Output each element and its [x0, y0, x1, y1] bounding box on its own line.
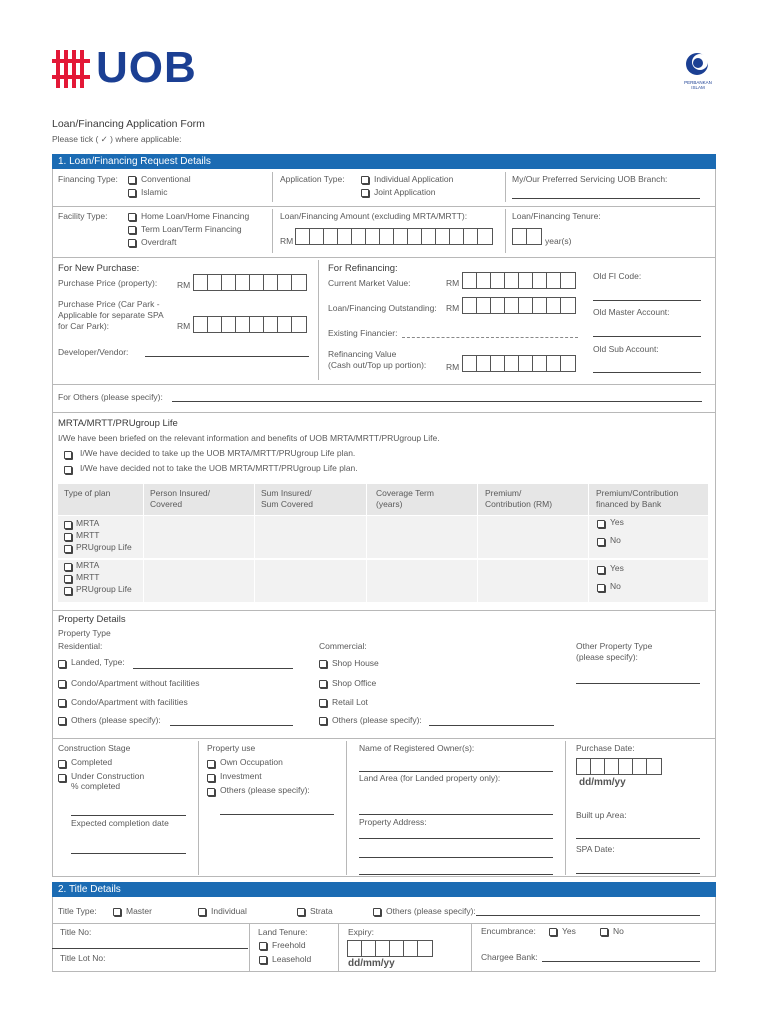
col-header-financed-by-bank: financed by Bank: [596, 499, 662, 509]
uob-logo-mark: [52, 50, 90, 88]
conventional-checkbox[interactable]: [128, 176, 136, 184]
row-divider: [52, 206, 716, 207]
joint-application-checkbox[interactable]: [361, 189, 369, 197]
table-col-divider: [588, 484, 589, 602]
property-use-label: Property use: [207, 743, 256, 753]
row-divider: [52, 257, 716, 258]
individual-application-label: Individual Application: [374, 174, 454, 184]
built-up-area-input[interactable]: [576, 838, 700, 839]
financing-type-label: Financing Type:: [58, 174, 118, 184]
individual-application-checkbox[interactable]: [361, 176, 369, 184]
divider: [272, 209, 273, 253]
under-construction-label: Under Construction: [71, 771, 145, 781]
land-area-input[interactable]: [359, 814, 553, 815]
retail-lot-label: Retail Lot: [332, 697, 368, 707]
divider: [249, 923, 250, 972]
use-others-input[interactable]: [220, 814, 334, 815]
residential-others-label: Others (please specify):: [71, 715, 161, 725]
registered-owner-input[interactable]: [359, 771, 553, 772]
divider: [318, 260, 319, 380]
take-plan-label: I/We have decided to take up the UOB MRTA/MRTT/PRUgroup Life plan.: [80, 448, 356, 458]
rm-label: RM: [446, 303, 460, 313]
encumbrance-yes-label: Yes: [562, 926, 576, 936]
condo-with-facilities-checkbox[interactable]: [58, 699, 66, 707]
row2-prugroup-label: PRUgroup Life: [76, 584, 132, 594]
row2-yes-label: Yes: [610, 563, 624, 573]
investment-label: Investment: [220, 771, 262, 781]
leasehold-checkbox[interactable]: [259, 956, 267, 964]
col-header-premium: Contribution (RM): [485, 499, 553, 509]
title-no-input[interactable]: [52, 948, 248, 949]
overdraft-label: Overdraft: [141, 237, 177, 247]
land-area-label: Land Area (for Landed property only):: [359, 773, 501, 783]
construction-stage-label: Construction Stage: [58, 743, 131, 753]
loan-tenure-label: Loan/Financing Tenure:: [512, 211, 601, 221]
landed-label: Landed, Type:: [71, 657, 125, 667]
row-divider: [52, 412, 716, 413]
residential-label: Residential:: [58, 641, 103, 651]
table-col-divider: [254, 484, 255, 602]
row-divider: [52, 738, 716, 739]
col-header-premium: Premium/: [485, 488, 522, 498]
title-no-label: Title No:: [60, 927, 92, 937]
row1-no-label: No: [610, 535, 621, 545]
other-property-type-input[interactable]: [576, 683, 700, 684]
old-master-account-label: Old Master Account:: [593, 307, 670, 317]
col-header-person-insured: Person Insured/: [150, 488, 211, 498]
table-col-divider: [143, 484, 144, 602]
seal-caption: PERBANKAN ISLAM: [684, 80, 712, 90]
purchase-price-carpark-label: Purchase Price (Car Park -: [58, 299, 160, 309]
property-address-label: Property Address:: [359, 817, 427, 827]
old-master-account-input[interactable]: [593, 336, 701, 337]
freehold-label: Freehold: [272, 940, 306, 950]
divider: [505, 209, 506, 253]
divider: [505, 172, 506, 202]
encumbrance-no-checkbox[interactable]: [600, 928, 608, 936]
title-individual-label: Individual: [211, 906, 247, 916]
col-header-sum-insured: Sum Covered: [261, 499, 313, 509]
spa-date-label: SPA Date:: [576, 844, 615, 854]
property-address-line[interactable]: [359, 874, 553, 875]
encumbrance-no-label: No: [613, 926, 624, 936]
tick-instruction: Please tick ( ✓ ) where applicable:: [52, 134, 182, 144]
row2-mrta-checkbox[interactable]: [64, 563, 72, 571]
overdraft-checkbox[interactable]: [128, 239, 136, 247]
chargee-bank-label: Chargee Bank:: [481, 952, 538, 962]
title-master-checkbox[interactable]: [113, 908, 121, 916]
table-col-divider: [477, 484, 478, 602]
purchase-price-carpark-boxes[interactable]: [193, 316, 307, 333]
row1-yes-label: Yes: [610, 517, 624, 527]
term-loan-checkbox[interactable]: [128, 226, 136, 234]
under-construction-checkbox[interactable]: [58, 774, 66, 782]
old-sub-account-input[interactable]: [593, 372, 701, 373]
facility-type-label: Facility Type:: [58, 211, 108, 221]
registered-owner-label: Name of Registered Owner(s):: [359, 743, 475, 753]
current-market-value-boxes[interactable]: [462, 272, 576, 289]
loan-outstanding-boxes[interactable]: [462, 297, 576, 314]
row1-prugroup-label: PRUgroup Life: [76, 542, 132, 552]
freehold-checkbox[interactable]: [259, 942, 267, 950]
divider: [272, 172, 273, 202]
title-others-label: Others (please specify):: [386, 906, 476, 916]
shop-house-checkbox[interactable]: [319, 660, 327, 668]
expected-completion-label: Expected completion date: [71, 818, 169, 828]
land-tenure-label: Land Tenure:: [258, 927, 308, 937]
commercial-others-label: Others (please specify):: [332, 715, 422, 725]
row1-mrtt-checkbox[interactable]: [64, 533, 72, 541]
row1-mrtt-label: MRTT: [76, 530, 100, 540]
row1-mrta-checkbox[interactable]: [64, 521, 72, 529]
title-strata-label: Strata: [310, 906, 333, 916]
row2-no-label: No: [610, 581, 621, 591]
property-details-heading: Property Details: [58, 614, 126, 625]
condo-without-facilities-label: Condo/Apartment without facilities: [71, 678, 200, 688]
landed-checkbox[interactable]: [58, 660, 66, 668]
years-label: year(s): [545, 236, 572, 246]
shop-office-checkbox[interactable]: [319, 680, 327, 688]
islamic-checkbox[interactable]: [128, 189, 136, 197]
row1-mrta-label: MRTA: [76, 518, 100, 528]
condo-with-facilities-label: Condo/Apartment with facilities: [71, 697, 188, 707]
spa-date-input[interactable]: [576, 873, 700, 874]
purchase-price-property-boxes[interactable]: [193, 274, 307, 291]
row2-yes-checkbox[interactable]: [597, 566, 605, 574]
others-input[interactable]: [172, 401, 702, 402]
row1-prugroup-checkbox[interactable]: [64, 545, 72, 553]
row2-mrtt-checkbox[interactable]: [64, 575, 72, 583]
expiry-date-boxes[interactable]: [347, 940, 433, 957]
commercial-label: Commercial:: [319, 641, 367, 651]
row2-no-checkbox[interactable]: [597, 584, 605, 592]
uob-logo-text: UOB: [96, 43, 197, 92]
commercial-others-checkbox[interactable]: [319, 717, 327, 725]
divider: [338, 923, 339, 972]
encumbrance-label: Encumbrance:: [481, 926, 536, 936]
landed-type-input[interactable]: [133, 668, 293, 669]
developer-vendor-input[interactable]: [145, 356, 309, 357]
divider: [565, 741, 566, 875]
title-type-label: Title Type:: [58, 906, 97, 916]
property-type-label: Property Type: [58, 628, 111, 638]
col-header-coverage-term: (years): [376, 499, 403, 509]
use-others-label: Others (please specify):: [220, 785, 310, 795]
loan-amount-label: Loan/Financing Amount (excluding MRTA/MRTT):: [280, 211, 468, 221]
current-market-value-label: Current Market Value:: [328, 278, 411, 288]
purchase-date-boxes[interactable]: [576, 758, 662, 775]
divider: [346, 741, 347, 875]
row2-prugroup-checkbox[interactable]: [64, 587, 72, 595]
col-header-person-insured: Covered: [150, 499, 183, 509]
shop-office-label: Shop Office: [332, 678, 377, 688]
shop-house-label: Shop House: [332, 658, 379, 668]
residential-others-checkbox[interactable]: [58, 717, 66, 725]
row-divider: [52, 384, 716, 385]
row1-no-checkbox[interactable]: [597, 538, 605, 546]
purchase-price-carpark-label: Applicable for separate SPA: [58, 310, 164, 320]
col-header-financed-by-bank: Premium/Contribution: [596, 488, 679, 498]
row-divider: [52, 610, 716, 611]
encumbrance-yes-checkbox[interactable]: [549, 928, 557, 936]
insurance-briefed-text: I/We have been briefed on the relevant information and benefits of UOB MRTA/MRTT/PRUgroup Life.: [58, 433, 440, 443]
property-address-line[interactable]: [359, 857, 553, 858]
refinancing-value-label: Refinancing Value: [328, 349, 397, 359]
title-others-input[interactable]: [476, 915, 700, 916]
term-loan-label: Term Loan/Term Financing: [141, 224, 242, 234]
form-title: Loan/Financing Application Form: [52, 118, 205, 130]
section-2-header: 2. Title Details: [52, 882, 716, 897]
loan-amount-boxes[interactable]: [295, 228, 493, 245]
completed-checkbox[interactable]: [58, 760, 66, 768]
section-1-header: 1. Loan/Financing Request Details: [52, 154, 716, 169]
completed-label: Completed: [71, 757, 113, 767]
own-occupation-label: Own Occupation: [220, 757, 283, 767]
not-take-plan-checkbox[interactable]: [64, 466, 72, 474]
leasehold-label: Leasehold: [272, 954, 312, 964]
title-individual-checkbox[interactable]: [198, 908, 206, 916]
condo-without-facilities-checkbox[interactable]: [58, 680, 66, 688]
preferred-branch-label: My/Our Preferred Servicing UOB Branch:: [512, 174, 668, 184]
refinancing-value-boxes[interactable]: [462, 355, 576, 372]
not-take-plan-label: I/We have decided not to take the UOB MRTA/MRTT/PRUgroup Life plan.: [80, 463, 358, 473]
residential-others-input[interactable]: [170, 725, 293, 726]
title-others-checkbox[interactable]: [373, 908, 381, 916]
chargee-bank-input[interactable]: [542, 961, 700, 962]
old-sub-account-label: Old Sub Account:: [593, 344, 659, 354]
table-col-divider: [366, 484, 367, 602]
rm-label: RM: [446, 278, 460, 288]
divider: [198, 741, 199, 875]
title-master-label: Master: [126, 906, 152, 916]
loan-outstanding-label: Loan/Financing Outstanding:: [328, 303, 437, 313]
application-type-label: Application Type:: [280, 174, 345, 184]
commercial-others-input[interactable]: [429, 725, 554, 726]
purchase-price-property-label: Purchase Price (property):: [58, 278, 158, 288]
refinancing-heading: For Refinancing:: [328, 263, 398, 274]
developer-vendor-label: Developer/Vendor:: [58, 347, 129, 357]
row-divider: [52, 923, 716, 924]
col-header-coverage-term: Coverage Term: [376, 488, 434, 498]
home-loan-checkbox[interactable]: [128, 213, 136, 221]
retail-lot-checkbox[interactable]: [319, 699, 327, 707]
title-strata-checkbox[interactable]: [297, 908, 305, 916]
existing-financier-input[interactable]: [402, 337, 578, 338]
rm-label: RM: [177, 280, 191, 290]
row1-yes-checkbox[interactable]: [597, 520, 605, 528]
row2-mrtt-label: MRTT: [76, 572, 100, 582]
built-up-area-label: Built up Area:: [576, 810, 627, 820]
other-property-type-label: (please specify):: [576, 652, 638, 662]
divider: [471, 923, 472, 972]
own-occupation-checkbox[interactable]: [207, 760, 215, 768]
loan-tenure-boxes[interactable]: [512, 228, 542, 245]
col-header-type-of-plan: Type of plan: [64, 488, 111, 498]
conventional-label: Conventional: [141, 174, 191, 184]
islamic-label: Islamic: [141, 187, 168, 197]
home-loan-label: Home Loan/Home Financing: [141, 211, 250, 221]
existing-financier-label: Existing Financier:: [328, 328, 398, 338]
expected-completion-input[interactable]: [71, 853, 186, 854]
row2-mrta-label: MRTA: [76, 560, 100, 570]
purchase-date-label: Purchase Date:: [576, 743, 635, 753]
insurance-heading: MRTA/MRTT/PRUgroup Life: [58, 418, 178, 429]
others-label: For Others (please specify):: [58, 392, 163, 402]
rm-label: RM: [177, 321, 191, 331]
title-lot-no-label: Title Lot No:: [60, 953, 106, 963]
property-address-line[interactable]: [359, 838, 553, 839]
rm-label: RM: [280, 236, 294, 246]
expiry-date-format: dd/mm/yy: [348, 958, 395, 969]
old-fi-code-label: Old FI Code:: [593, 271, 642, 281]
refinancing-value-label: (Cash out/Top up portion):: [328, 360, 427, 370]
take-plan-checkbox[interactable]: [64, 451, 72, 459]
use-others-checkbox[interactable]: [207, 788, 215, 796]
joint-application-label: Joint Application: [374, 187, 436, 197]
other-property-type-label: Other Property Type: [576, 641, 653, 651]
percent-completed-label: % completed: [71, 781, 121, 791]
col-header-sum-insured: Sum Insured/: [261, 488, 312, 498]
rm-label: RM: [446, 362, 460, 372]
investment-checkbox[interactable]: [207, 774, 215, 782]
old-fi-code-input[interactable]: [593, 300, 701, 301]
purchase-date-format: dd/mm/yy: [579, 777, 626, 788]
percent-completed-input[interactable]: [71, 815, 186, 816]
purchase-price-carpark-label: for Car Park):: [58, 321, 110, 331]
expiry-label: Expiry:: [348, 927, 374, 937]
preferred-branch-input[interactable]: [512, 198, 700, 199]
new-purchase-heading: For New Purchase:: [58, 263, 140, 274]
